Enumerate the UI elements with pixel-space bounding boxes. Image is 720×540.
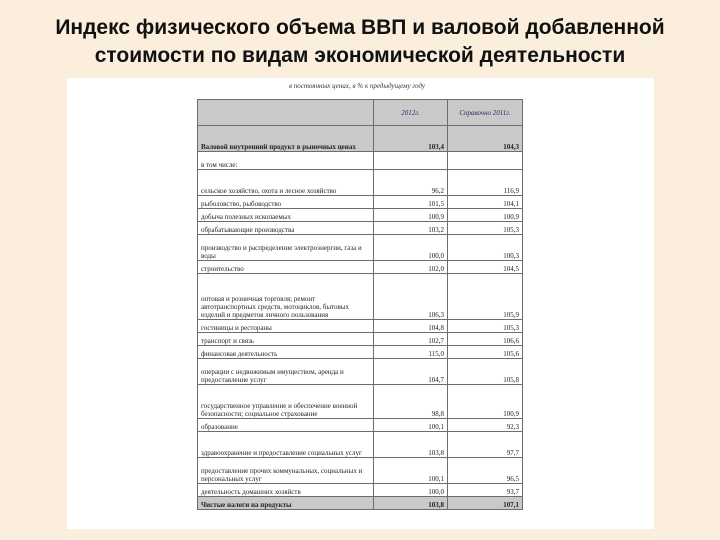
slide-title: Индекс физического объема ВВП и валовой добавленной стоимости по видам экономической деятельности bbox=[55, 16, 665, 67]
value-2012: 100,1 bbox=[374, 419, 448, 432]
value-2012: 102,7 bbox=[374, 333, 448, 346]
value-2012: 100,0 bbox=[374, 235, 448, 261]
row-label: образование bbox=[198, 419, 374, 432]
value-2011: 104,1 bbox=[448, 196, 523, 209]
value-2011: 106,6 bbox=[448, 333, 523, 346]
row-label: оптовая и розничная торговля; ремонт автотранспортных средств, мотоциклов, бытовых изделий и предметов личного пользования bbox=[198, 274, 374, 320]
value-2012: 115,0 bbox=[374, 346, 448, 359]
value-2011: 105,3 bbox=[448, 222, 523, 235]
row-label: здравоохранение и предоставление социальных услуг bbox=[198, 432, 374, 458]
header-indicator bbox=[198, 100, 374, 126]
table-header-row bbox=[198, 100, 523, 126]
value-2012: 101,5 bbox=[374, 196, 448, 209]
value-2011: 100,9 bbox=[448, 385, 523, 419]
table-row bbox=[198, 261, 523, 274]
value-2011: 116,9 bbox=[448, 170, 523, 196]
row-label: финансовая деятельность bbox=[198, 346, 374, 359]
table-row bbox=[198, 432, 523, 458]
table-row bbox=[198, 274, 523, 320]
value-2012: 100,1 bbox=[374, 458, 448, 484]
table-row bbox=[198, 320, 523, 333]
table-row bbox=[198, 126, 523, 152]
table-row bbox=[198, 419, 523, 432]
table-row bbox=[198, 484, 523, 497]
value-2011: 100,3 bbox=[448, 235, 523, 261]
value-2012: 104,7 bbox=[374, 359, 448, 385]
row-label: деятельность домашних хозяйств bbox=[198, 484, 374, 497]
value-2012: 106,3 bbox=[374, 274, 448, 320]
value-2011: 105,8 bbox=[448, 359, 523, 385]
row-label: добыча полезных ископаемых bbox=[198, 209, 374, 222]
row-label: рыболовство, рыбоводство bbox=[198, 196, 374, 209]
table-row bbox=[198, 222, 523, 235]
table-caption: в постоянных ценах, в % к предыдущему году bbox=[288, 82, 426, 90]
table-row bbox=[198, 170, 523, 196]
table-row bbox=[198, 359, 523, 385]
header-2012: 2012г. bbox=[374, 100, 448, 126]
value-2012: 103,8 bbox=[374, 497, 448, 510]
value-2011: 104,5 bbox=[448, 261, 523, 274]
table-row bbox=[198, 152, 523, 170]
row-label: гостиницы и рестораны bbox=[198, 320, 374, 333]
row-label: производство и распределение электроэнергии, газа и воды bbox=[198, 235, 374, 261]
value-2011: 97,7 bbox=[448, 432, 523, 458]
value-2011: 92,3 bbox=[448, 419, 523, 432]
table-row bbox=[198, 385, 523, 419]
row-label: операции с недвижимым имуществом, аренда и предоставление услуг bbox=[198, 359, 374, 385]
value-2011: 104,3 bbox=[448, 126, 523, 152]
value-2012: 98,8 bbox=[374, 385, 448, 419]
value-2011: 96,5 bbox=[448, 458, 523, 484]
value-2012: 104,8 bbox=[374, 320, 448, 333]
value-2011 bbox=[448, 152, 523, 170]
value-2011: 93,7 bbox=[448, 484, 523, 497]
row-label: сельское хозяйство, охота и лесное хозяйство bbox=[198, 170, 374, 196]
table-row bbox=[198, 209, 523, 222]
value-2012 bbox=[374, 152, 448, 170]
value-2011: 107,1 bbox=[448, 497, 523, 510]
value-2011: 105,9 bbox=[448, 274, 523, 320]
value-2011: 105,6 bbox=[448, 346, 523, 359]
table-row bbox=[198, 458, 523, 484]
value-2012: 96,2 bbox=[374, 170, 448, 196]
row-label: государственное управление и обеспечение военной безопасности; социальное страхование bbox=[198, 385, 374, 419]
row-label: Валовой внутренний продукт в рыночных ценах bbox=[198, 126, 374, 152]
gdp-index-table bbox=[197, 99, 523, 510]
value-2012: 100,0 bbox=[374, 484, 448, 497]
value-2012: 102,0 bbox=[374, 261, 448, 274]
value-2012: 100,9 bbox=[374, 209, 448, 222]
value-2011: 105,3 bbox=[448, 320, 523, 333]
table-row bbox=[198, 333, 523, 346]
table-row bbox=[198, 235, 523, 261]
row-label: транспорт и связь bbox=[198, 333, 374, 346]
row-label: строительство bbox=[198, 261, 374, 274]
row-label: обрабатывающие производства bbox=[198, 222, 374, 235]
row-label: предоставление прочих коммунальных, социальных и персональных услуг bbox=[198, 458, 374, 484]
row-label: в том числе: bbox=[198, 152, 374, 170]
value-2011: 100,9 bbox=[448, 209, 523, 222]
value-2012: 103,8 bbox=[374, 432, 448, 458]
value-2012: 103,4 bbox=[374, 126, 448, 152]
table-row bbox=[198, 346, 523, 359]
document-image bbox=[67, 78, 654, 529]
value-2012: 103,2 bbox=[374, 222, 448, 235]
table-row bbox=[198, 497, 523, 510]
header-2011: Справочно 2011г. bbox=[448, 100, 523, 126]
table-row bbox=[198, 196, 523, 209]
row-label: Чистые налоги на продукты bbox=[198, 497, 374, 510]
